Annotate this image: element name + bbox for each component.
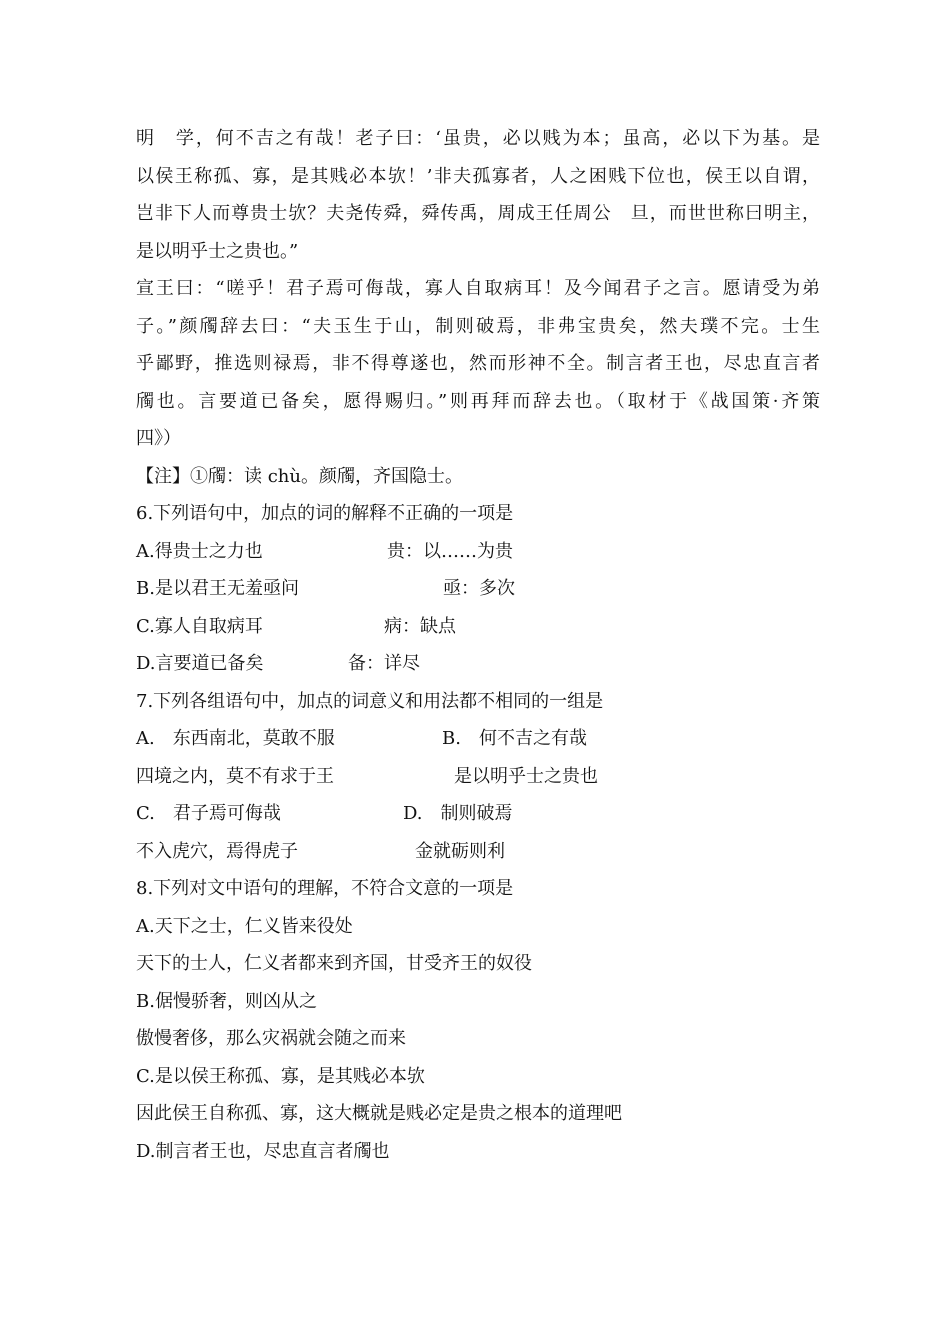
question-8-option-d: D.制言者王也，尽忠直言者斶也 xyxy=(136,1140,390,1162)
option-a-line: 四境之内，莫不有求于王 xyxy=(136,765,334,787)
option-text: B.是以君王无羞亟问 xyxy=(136,578,299,599)
option-b-line: 是以明乎士之贵也 xyxy=(454,765,598,787)
question-7-stem: 7.下列各组语句中，加点的词意义和用法都不相同的一组是 xyxy=(136,690,604,712)
passage-line: 斶也。言要道已备矣，愿得赐归。”则再拜而辞去也。（取材于《战国策·齐策 xyxy=(136,390,820,412)
question-6-stem: 6.下列语句中，加点的词的解释不正确的一项是 xyxy=(136,503,514,524)
question-8-option-b: B.倨慢骄奢，则凶从之 xyxy=(136,990,317,1012)
question-7-row xyxy=(136,720,820,758)
option-text: A.得贵士之力也 xyxy=(136,540,263,562)
option-gloss: 备：详尽 xyxy=(348,653,420,674)
option-a-line: A. 东西南北，莫敢不服 xyxy=(136,728,335,749)
question-7-row xyxy=(136,758,820,796)
option-d-line: D. 制则破焉 xyxy=(403,803,513,824)
option-text: D.言要道已备矣 xyxy=(136,653,264,674)
question-6-option-a xyxy=(136,533,820,571)
question-8-explanation: 因此侯王自称孤、寡，这大概就是贱必定是贵之根本的道理吧 xyxy=(136,1103,622,1124)
passage-line: 乎鄙野，推选则禄焉，非不得尊遂也，然而形神不全。制言者王也，尽忠直言者 xyxy=(136,353,820,374)
passage-line: 宣王曰：“嗟乎！君子焉可侮哉，寡人自取病耳！及今闻君子之言。愿请受为弟 xyxy=(136,278,820,299)
question-8-option-a: A.天下之士，仁义皆来役处 xyxy=(136,915,353,937)
passage-line: 四》） xyxy=(136,428,181,449)
option-c-line: C. 君子焉可侮哉 xyxy=(136,803,281,824)
passage-line: 以侯王称孤、寡，是其贱必本欤！’非夫孤寡者，人之困贱下位也，侯王以自谓， xyxy=(136,165,820,187)
question-8-explanation: 天下的士人，仁义者都来到齐国，甘受齐王的奴役 xyxy=(136,953,532,974)
option-gloss: 亟：多次 xyxy=(443,578,515,599)
passage-line: 明 学，何不吉之有哉！老子曰：‘虽贵，必以贱为本；虽高，必以下为基。是 xyxy=(136,128,820,149)
question-6-option-b xyxy=(136,570,820,608)
question-7-row xyxy=(136,833,820,871)
question-6-option-c xyxy=(136,608,820,646)
option-c-line: 不入虎穴，焉得虎子 xyxy=(136,840,298,862)
option-gloss: 贵：以……为贵 xyxy=(387,540,513,562)
document-content xyxy=(136,120,820,1170)
question-8-stem: 8.下列对文中语句的理解，不符合文意的一项是 xyxy=(136,878,514,899)
option-d-line: 金就砺则利 xyxy=(415,840,505,862)
question-7-row xyxy=(136,795,820,833)
passage-line: 是以明乎士之贵也。” xyxy=(136,240,299,262)
option-b-line: B. 何不吉之有哉 xyxy=(442,728,587,749)
passage-line: 子。”颜斶辞去曰：“夫玉生于山，制则破焉，非弗宝贵矣，然夫璞不完。士生 xyxy=(136,315,820,337)
passage-line: 岂非下人而尊贵士欤？夫尧传舜，舜传禹，周成王任周公 旦，而世世称曰明主， xyxy=(136,203,820,224)
option-text: C.寡人自取病耳 xyxy=(136,615,263,637)
question-8-explanation: 傲慢奢侈，那么灾祸就会随之而来 xyxy=(136,1028,406,1049)
option-gloss: 病：缺点 xyxy=(384,615,456,637)
annotation-note: 【注】①斶：读 chù。颜斶，齐国隐士。 xyxy=(136,465,463,487)
question-6-option-d xyxy=(136,645,820,683)
question-8-option-c: C.是以侯王称孤、寡，是其贱必本欤 xyxy=(136,1065,425,1087)
